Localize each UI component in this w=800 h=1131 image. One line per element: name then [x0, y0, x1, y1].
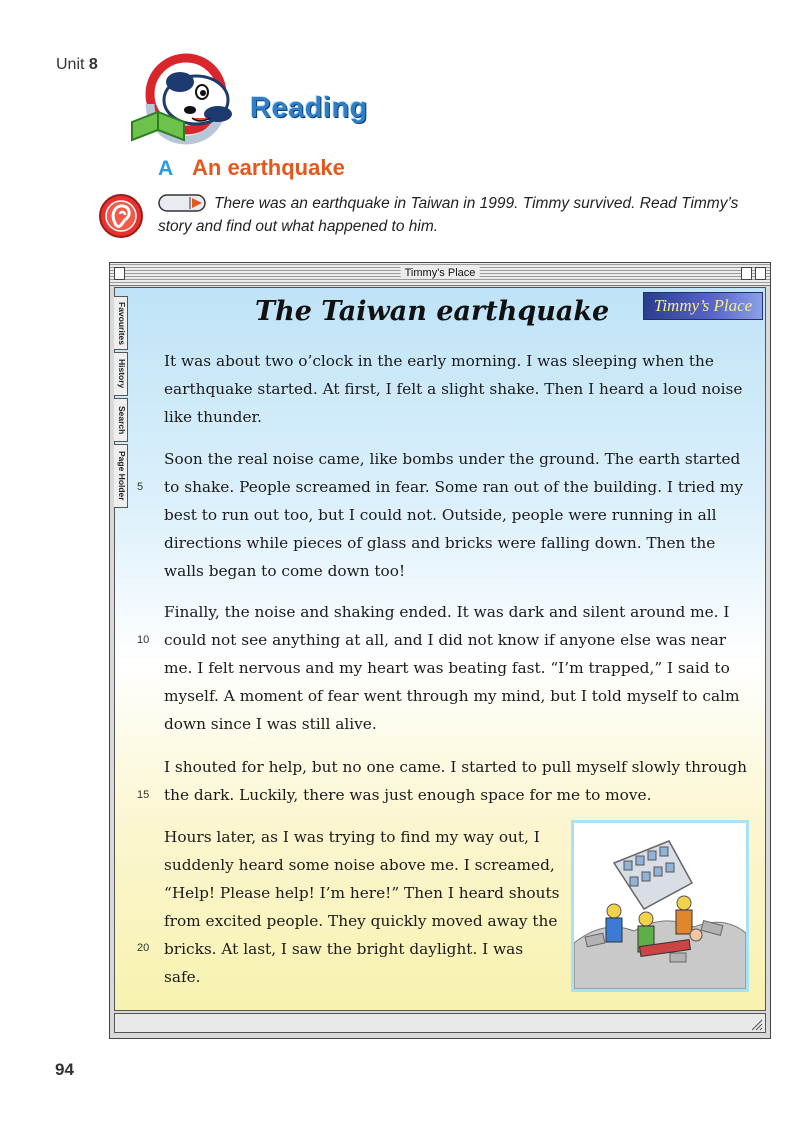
browser-window	[109, 262, 771, 1039]
story-paragraph-2: Soon the real noise came, like bombs under the ground. The earth started to shake. People screamed in fear. Some ran out of the building. I tried my best to run out too, but I could not. Outside, people were running in all directions while pieces of glass and bricks were falling down. Then the walls began to come down too!	[164, 450, 744, 580]
brand-badge: Timmy’s Place	[643, 292, 763, 320]
section-title-reading: Reading	[250, 92, 368, 124]
page-number: 94	[55, 1060, 74, 1079]
close-box-icon[interactable]	[114, 267, 125, 280]
unit-prefix: Unit	[56, 56, 85, 73]
side-tab-history[interactable]: History	[114, 352, 128, 396]
line-number: 15	[137, 789, 150, 801]
side-tab-page-holder[interactable]: Page Holder	[114, 444, 128, 508]
rescue-illustration	[571, 820, 749, 992]
story-paragraph-1: It was about two o’clock in the early morning. I was sleeping when the earthquake started. At first, I felt a slight shake. Then I heard a loud noise like thunder.	[164, 352, 743, 426]
unit-label	[56, 56, 98, 74]
instruction-text: There was an earthquake in Taiwan in 1999. Timmy survived. Read Timmy’s story and find out what happened to him.	[158, 195, 739, 235]
story-paragraph-5: Hours later, as I was trying to find my way out, I suddenly heard some noise above me. I screamed, “Help! Please help! I’m here!” Then I heard shouts from excited people. They quickly moved away the bricks. At last, I saw the bright daylight. I was safe.	[164, 828, 560, 986]
part-letter: A	[158, 157, 174, 180]
resize-handle-icon[interactable]	[749, 1017, 763, 1031]
line-number: 5	[137, 481, 144, 493]
reading-mascot-logo-icon	[128, 52, 248, 147]
line-number: 20	[137, 942, 150, 954]
line-number: 10	[137, 634, 150, 646]
window-title: Timmy's Place	[401, 267, 480, 279]
collapse-box-icon[interactable]	[741, 267, 752, 280]
part-title: An earthquake	[192, 155, 345, 180]
browser-status-bar	[114, 1013, 766, 1033]
unit-number: 8	[88, 56, 98, 73]
zoom-box-icon[interactable]	[755, 267, 766, 280]
side-tab-favourites[interactable]: Favourites	[114, 296, 128, 350]
story-paragraph-3: Finally, the noise and shaking ended. It was dark and silent around me. I could not see anything at all, and I did not know if anyone else was near me. I felt nervous and my heart was beating fast. “I’m trapped,” I said to myself. A moment of fear went through my mind, but I told myself to calm down since I was still alive.	[164, 603, 740, 733]
browser-content	[114, 287, 766, 1011]
side-tab-search[interactable]: Search	[114, 398, 128, 442]
story-title: The Taiwan earthquake	[255, 296, 610, 327]
ear-icon	[98, 193, 144, 239]
browser-title-bar	[110, 263, 770, 286]
story-paragraph-4: I shouted for help, but no one came. I started to pull myself slowly through the dark. Luckily, there was just enough space for me to move.	[164, 758, 748, 804]
